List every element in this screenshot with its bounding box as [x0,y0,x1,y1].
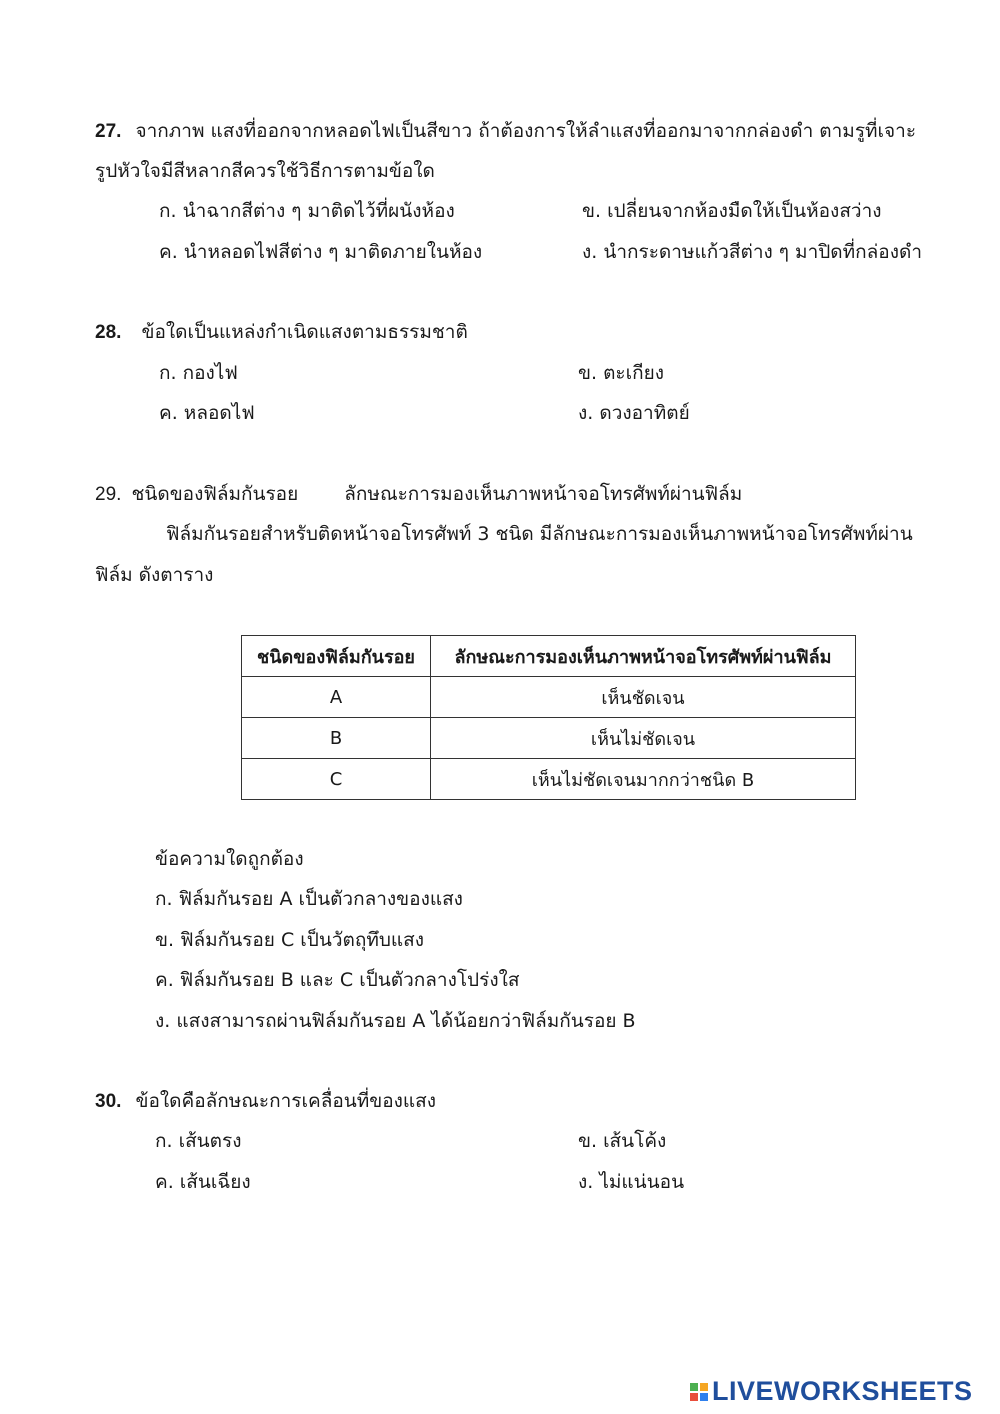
q28-option-b[interactable]: ข. ตะเกียง [578,362,665,384]
q30-option-d[interactable]: ง. ไม่แน่นอน [578,1171,685,1193]
q28-line [95,320,468,345]
table-cell-visibility: เห็นไม่ชัดเจนมากกว่าชนิด B [431,759,856,800]
logo-square [690,1383,698,1391]
q29-option-d[interactable]: ง. แสงสามารถผ่านฟิล์มกันรอย A ได้น้อยกว่าฟิล์มกันรอย B [155,1010,636,1032]
q30-option-b[interactable]: ข. เส้นโค้ง [578,1130,667,1152]
q27-stem-line1: จากภาพ แสงที่ออกจากหลอดไฟเป็นสีขาว ถ้าต้องการให้ลำแสงที่ออกมาจากกล่องดำ ตามรูที่เจาะ [135,120,917,142]
q29-option-b[interactable]: ข. ฟิล์มกันรอย C เป็นวัตถุทึบแสง [155,929,425,951]
q30-option-c[interactable]: ค. เส้นเฉียง [155,1171,251,1193]
q28-option-a[interactable]: ก. กองไฟ [159,362,238,384]
q30-stem: ข้อใดคือลักษณะการเคลื่อนที่ของแสง [135,1090,437,1112]
liveworksheets-logo-text: LIVEWORKSHEETS [712,1376,973,1406]
q27-line1 [95,119,916,144]
logo-square [690,1393,698,1401]
q29-option-c[interactable]: ค. ฟิล์มกันรอย B และ C เป็นตัวกลางโปร่งใส [155,969,520,991]
q29-intro-line2: ฟิล์ม ดังตาราง [95,564,214,586]
film-table [241,635,856,800]
table-header-visibility: ลักษณะการมองเห็นภาพหน้าจอโทรศัพท์ผ่านฟิล์ม [431,636,856,677]
logo-square [700,1393,708,1401]
q30-number: 30. [95,1091,122,1112]
q30-line [95,1089,436,1114]
q29-intro-line1: ฟิล์มกันรอยสำหรับติดหน้าจอโทรศัพท์ 3 ชนิด มีลักษณะการมองเห็นภาพหน้าจอโทรศัพท์ผ่าน [166,523,913,545]
table-row [242,718,856,759]
q29-question: ข้อความใดถูกต้อง [155,848,304,870]
q27-option-c[interactable]: ค. นำหลอดไฟสีต่าง ๆ มาติดภายในห้อง [159,241,483,263]
q28-option-d[interactable]: ง. ดวงอาทิตย์ [578,402,690,424]
q30-option-a[interactable]: ก. เส้นตรง [155,1130,242,1152]
table-cell-type: C [242,759,431,800]
q27-option-b[interactable]: ข. เปลี่ยนจากห้องมืดให้เป็นห้องสว่าง [582,200,882,222]
liveworksheets-logo [690,1376,973,1407]
table-row [242,759,856,800]
q28-number: 28. [95,322,122,343]
q27-stem-line2: รูปหัวใจมีสีหลากสีควรใช้วิธีการตามข้อใด [95,160,435,182]
q29-number: 29. [95,484,122,505]
q27-option-d[interactable]: ง. นำกระดาษแก้วสีต่าง ๆ มาปิดที่กล่องดำ [582,241,923,263]
q29-header-col1: ชนิดของฟิล์มกันรอย [131,483,299,505]
q27-number: 27. [95,121,122,142]
q27-option-a[interactable]: ก. นำฉากสีต่าง ๆ มาติดไว้ที่ผนังห้อง [159,200,455,222]
table-header-row [242,636,856,677]
table-cell-type: A [242,677,431,718]
table-cell-visibility: เห็นชัดเจน [431,677,856,718]
table-row [242,677,856,718]
table-cell-visibility: เห็นไม่ชัดเจน [431,718,856,759]
table-header-film-type: ชนิดของฟิล์มกันรอย [242,636,431,677]
q29-header-col2: ลักษณะการมองเห็นภาพหน้าจอโทรศัพท์ผ่านฟิล์ม [344,483,743,505]
logo-square [700,1383,708,1391]
q29-option-a[interactable]: ก. ฟิล์มกันรอย A เป็นตัวกลางของแสง [155,888,463,910]
liveworksheets-logo-icon [690,1383,708,1401]
q29-header-line [95,482,742,507]
table-cell-type: B [242,718,431,759]
q28-option-c[interactable]: ค. หลอดไฟ [159,402,255,424]
q28-stem: ข้อใดเป็นแหล่งกำเนิดแสงตามธรรมชาติ [141,321,468,343]
